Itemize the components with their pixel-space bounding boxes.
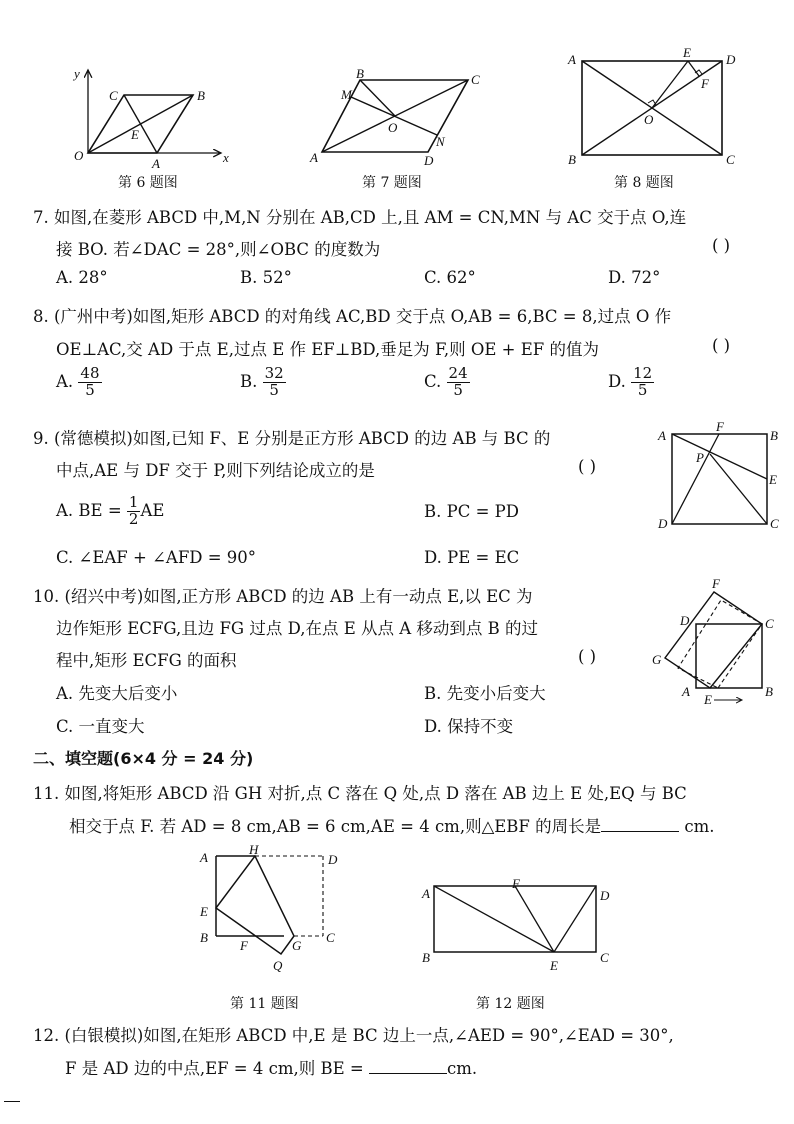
q9-option-a-fraction: $\frac{1}{2}$: [128, 493, 139, 528]
figure-8: [560, 44, 750, 174]
label-B: B: [765, 684, 773, 699]
q8-line1: 8. (广州中考)如图,矩形 ABCD 的对角线 AC,BD 交于点 O,AB = 6,BC = 8,过点 O 作: [33, 307, 672, 326]
q7-line2: 接 BO. 若∠DAC = 28°,则∠OBC 的度数为: [56, 240, 381, 259]
label-N: N: [436, 134, 445, 149]
q8-answer-paren[interactable]: ( ): [712, 336, 731, 355]
q9-option-c[interactable]: C. ∠EAF + ∠AFD = 90°: [56, 548, 257, 567]
q7-option-b[interactable]: B. 52°: [240, 268, 292, 287]
q11-line1: 11. 如图,将矩形 ABCD 沿 GH 对折,点 C 落在 Q 处,点 D 落在 AB 边上 E 处,EQ 与 BC: [33, 784, 687, 803]
caption-fig6: 第 6 题图: [118, 175, 178, 191]
label-F: F: [240, 938, 248, 953]
q9-line1: 9. (常德模拟)如图,已知 F、E 分别是正方形 ABCD 的边 AB 与 BC 的: [33, 429, 551, 448]
q8-option-a-fraction: $\frac{48}{5}$: [80, 364, 100, 399]
figure-12: [414, 872, 624, 980]
q8-option-d-label: D.: [608, 371, 626, 391]
q7-option-a[interactable]: A. 28°: [56, 268, 108, 287]
label-D: D: [726, 52, 736, 67]
q8-option-c-label: C.: [424, 371, 442, 391]
label-A: A: [422, 886, 430, 901]
label-E: E: [131, 127, 139, 142]
label-C: C: [726, 152, 735, 167]
label-D: D: [600, 888, 610, 903]
label-x: x: [223, 150, 229, 165]
q10-option-a[interactable]: A. 先变大后变小: [56, 684, 178, 703]
q8-option-a-label: A.: [56, 371, 74, 391]
q12-line2: [65, 1055, 477, 1079]
q12-line1: 12. (白银模拟)如图,在矩形 ABCD 中,E 是 BC 边上一点,∠AED = 90°,∠EAD = 30°,: [33, 1026, 674, 1045]
q7-line1: 7. 如图,在菱形 ABCD 中,M,N 分别在 AB,CD 上,且 AM = CN,MN 与 AC 交于点 O,连: [33, 208, 687, 227]
q10-option-b[interactable]: B. 先变小后变大: [424, 684, 546, 703]
label-O: O: [644, 112, 654, 127]
footer-rule: [4, 1101, 20, 1102]
label-E: E: [769, 472, 777, 487]
q8-option-c[interactable]: [424, 366, 470, 399]
q11-answer-blank[interactable]: [601, 817, 679, 832]
label-A: A: [310, 150, 318, 165]
label-B: B: [200, 930, 208, 945]
q8-option-d-fraction: $\frac{12}{5}$: [633, 364, 653, 399]
q8-option-b-label: B.: [240, 371, 258, 391]
label-A: A: [568, 52, 576, 67]
q10-option-c[interactable]: C. 一直变大: [56, 717, 145, 736]
caption-fig12: 第 12 题图: [476, 996, 545, 1012]
label-F: F: [512, 876, 520, 891]
q12-answer-blank[interactable]: [369, 1059, 447, 1074]
caption-fig11: 第 11 题图: [230, 996, 299, 1012]
q8-option-b-fraction: $\frac{32}{5}$: [264, 364, 284, 399]
q7-answer-paren[interactable]: ( ): [712, 236, 731, 255]
figure-6: [66, 58, 246, 178]
label-H: H: [249, 842, 259, 857]
figure-11: [194, 842, 354, 977]
q11-unit: cm.: [684, 817, 715, 836]
figure-7: [308, 62, 488, 174]
q8-option-a[interactable]: [56, 366, 102, 399]
label-G: G: [292, 938, 302, 953]
q8-option-b[interactable]: [240, 366, 286, 399]
q8-line2: OE⊥AC,交 AD 于点 E,过点 E 作 EF⊥BD,垂足为 F,则 OE + EF 的值为: [56, 340, 599, 359]
caption-fig8: 第 8 题图: [614, 175, 674, 191]
label-D: D: [424, 153, 434, 168]
label-y: y: [74, 66, 80, 81]
q7-option-c[interactable]: C. 62°: [424, 268, 476, 287]
label-M: M: [341, 87, 352, 102]
label-A: A: [152, 156, 160, 171]
label-P: P: [696, 450, 704, 465]
q9-option-a[interactable]: [56, 495, 164, 528]
q12-unit: cm.: [447, 1059, 478, 1078]
label-E: E: [683, 45, 691, 60]
q9-answer-paren[interactable]: ( ): [578, 457, 597, 476]
q7-option-d[interactable]: D. 72°: [608, 268, 661, 287]
label-Q: Q: [273, 958, 283, 973]
label-C: C: [326, 930, 335, 945]
label-E: E: [704, 692, 712, 707]
q10-answer-paren[interactable]: ( ): [578, 647, 597, 666]
label-C: C: [770, 516, 779, 531]
label-F: F: [701, 76, 709, 91]
q9-line2: 中点,AE 与 DF 交于 P,则下列结论成立的是: [56, 461, 375, 480]
label-F: F: [716, 420, 724, 434]
q9-option-d[interactable]: D. PE = EC: [424, 548, 520, 567]
figure-9: [652, 420, 787, 532]
label-B: B: [770, 428, 778, 443]
label-B: B: [568, 152, 576, 167]
figure-10: [648, 574, 788, 710]
section-fill-in-title: 二、填空题(6×4 分 = 24 分): [33, 749, 254, 768]
label-A: A: [200, 850, 208, 865]
label-A: A: [658, 428, 666, 443]
label-O: O: [388, 120, 398, 135]
q8-option-c-fraction: $\frac{24}{5}$: [448, 364, 468, 399]
q10-line2: 边作矩形 ECFG,且边 FG 过点 D,在点 E 从点 A 移动到点 B 的过: [56, 619, 539, 638]
label-B: B: [356, 66, 364, 81]
label-B: B: [197, 88, 205, 103]
q10-option-d[interactable]: D. 保持不变: [424, 717, 514, 736]
q9-option-a-text: A. BE =: [56, 500, 127, 520]
q11-line2-text: 相交于点 F. 若 AD = 8 cm,AB = 6 cm,AE = 4 cm,则△EBF 的周长是: [69, 817, 602, 836]
label-F: F: [712, 576, 720, 591]
label-O: O: [74, 148, 84, 163]
label-D: D: [658, 516, 668, 531]
q9-option-b[interactable]: B. PC = PD: [424, 502, 519, 521]
q10-line3: 程中,矩形 ECFG 的面积: [56, 651, 237, 670]
label-E: E: [200, 904, 208, 919]
q9-option-a-tail: AE: [140, 500, 165, 520]
label-G: G: [652, 652, 662, 667]
label-C: C: [765, 616, 774, 631]
label-D: D: [680, 613, 690, 628]
label-C: C: [471, 72, 480, 87]
label-B: B: [422, 950, 430, 965]
label-C: C: [600, 950, 609, 965]
label-D: D: [328, 852, 338, 867]
label-C: C: [109, 88, 118, 103]
q11-line2: [69, 813, 715, 837]
q10-line1: 10. (绍兴中考)如图,正方形 ABCD 的边 AB 上有一动点 E,以 EC 为: [33, 587, 533, 606]
q12-line2-text: F 是 AD 边的中点,EF = 4 cm,则 BE =: [65, 1059, 364, 1078]
q8-option-d[interactable]: [608, 366, 654, 399]
label-E: E: [550, 958, 558, 973]
label-A: A: [682, 684, 690, 699]
caption-fig7: 第 7 题图: [362, 175, 422, 191]
